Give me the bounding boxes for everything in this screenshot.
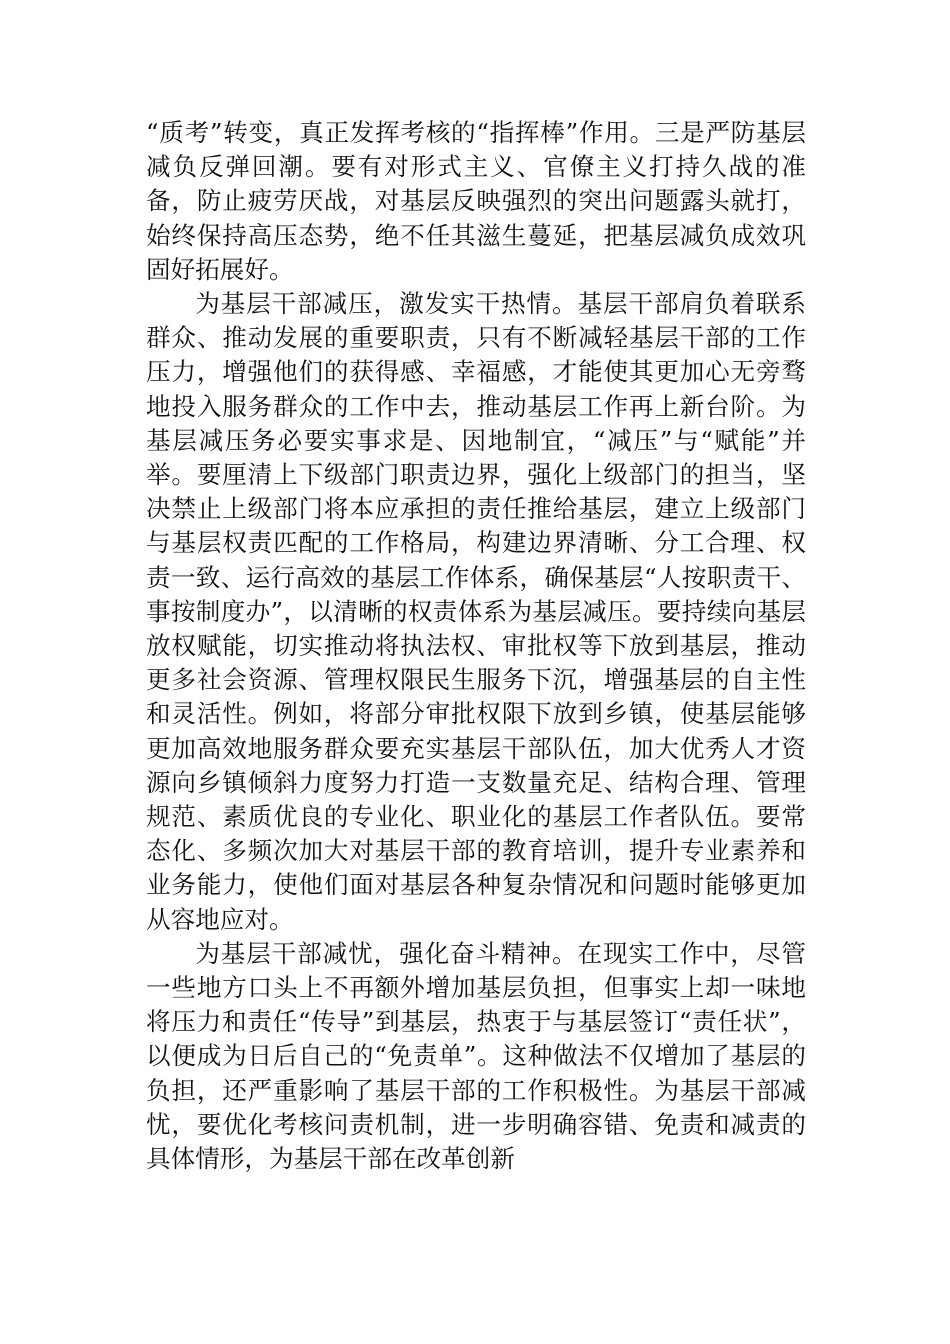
paragraph-reduce-pressure: 为基层干部减压，激发实干热情。基层干部肩负着联系群众、推动发展的重要职责，只有不断减轻基层干部的工作压力，增强他们的获得感、幸福感，才能使其更加心无旁骛地投入服务群众的工作中去，推动基层工作再上新台阶。为基层减压务必要实事求是、因地制宜，“减压”与“赋能”并举。要厘清上下级部门职责边界，强化上级部门的担当，坚决禁止上级部门将本应承担的责任推给基层，建立上级部门与基层权责匹配的工作格局，构建边界清晰、分工合理、权责一致、运行高效的基层工作体系，确保基层“人按职责干、事按制度办”，以清晰的权责体系为基层减压。要持续向基层放权赋能，切实推动将执法权、审批权等下放到基层，推动更多社会资源、管理权限民生服务下沉，增强基层的自主性和灵活性。例如，将部分审批权限下放到乡镇，使基层能够更加高效地服务群众要充实基层干部队伍，加大优秀人才资源向乡镇倾斜力度努力打造一支数量充足、结构合理、管理规范、素质优良的专业化、职业化的基层工作者队伍。要常态化、多频次加大对基层干部的教育培训，提升专业素养和业务能力，使他们面对基层各种复杂情况和问题时能够更加从容地应对。 [146,289,806,934]
paragraph-reduce-worry: 为基层干部减忧，强化奋斗精神。在现实工作中，尽管一些地方口头上不再额外增加基层负担，但事实上却一味地将压力和责任“传导”到基层，热衷于与基层签订“责任状”，以便成为日后自己的“免责单”。这种做法不仅增加了基层的负担，还严重影响了基层干部的工作积极性。为基层干部减忧，要优化考核问责机制，进一步明确容错、免责和减责的具体情形，为基层干部在改革创新 [146,938,806,1174]
paragraph-continuation: “质考”转变，真正发挥考核的“指挥棒”作用。三是严防基层减负反弹回潮。要有对形式主义、官僚主义打持久战的准备，防止疲劳厌战，对基层反映强烈的突出问题露头就打，始终保持高压态势，绝不任其滋生蔓延，把基层减负成效巩固好拓展好。 [146,118,806,284]
body-text [146,116,806,1176]
